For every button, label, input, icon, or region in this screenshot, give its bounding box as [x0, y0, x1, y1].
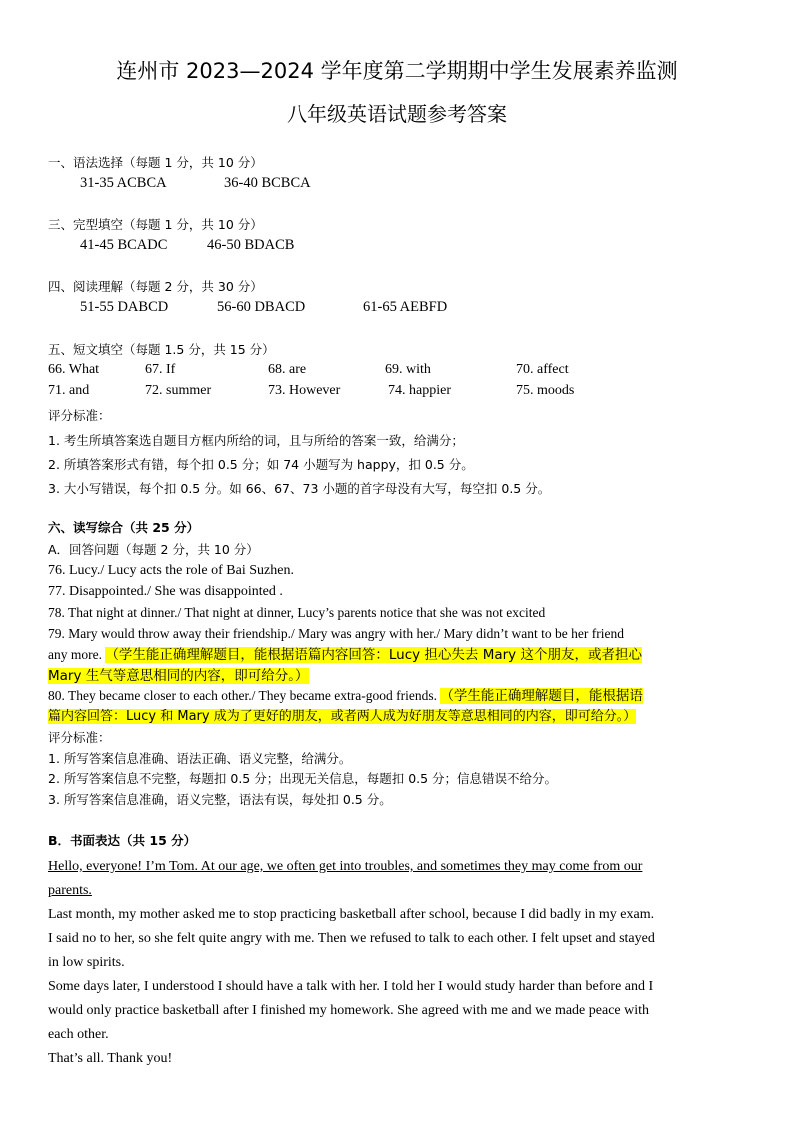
answer-70: 70. affect — [516, 362, 569, 377]
answer-46-50: 46-50 BDACB — [207, 237, 295, 253]
answer-71: 71. and — [48, 383, 90, 398]
writing-line-9: That’s all. Thank you! — [48, 1051, 173, 1066]
section-5-heading: 五、短文填空（每题 1.5 分，共 15 分） — [48, 342, 275, 357]
answer-79-tail: any more. — [48, 647, 106, 662]
section-3-heading: 三、完型填空（每题 1 分，共 10 分） — [48, 217, 263, 232]
answer-36-40: 36-40 BCBCA — [224, 175, 311, 191]
part-a-criterion-3: 3. 所写答案信息准确，语义完整，语法有误，每处扣 0.5 分。 — [48, 792, 392, 807]
section-5-criterion-1: 1. 考生所填答案选自题目方框内所给的词，且与所给的答案一致，给满分； — [48, 433, 464, 448]
answer-79-note: （学生能正确理解题目，能根据语篇内容回答：Lucy 担心失去 Mary 这个朋友，或者担心 — [105, 647, 642, 663]
part-b-heading: B．书面表达（共 15 分） — [48, 833, 197, 848]
answer-80-line-1 — [48, 686, 643, 706]
answer-41-45: 41-45 BCADC — [80, 237, 168, 253]
answer-80-text: 80. They became closer to each other./ They became extra-good friends. — [48, 688, 441, 703]
section-1-heading: 一、语法选择（每题 1 分，共 10 分） — [48, 155, 263, 170]
answer-79-line-1: 79. Mary would throw away their friendship./ Mary was angry with her./ Mary didn’t want to be her friend — [48, 626, 624, 641]
answer-80-line-2 — [48, 707, 636, 727]
section-6-heading: 六、读写综合（共 25 分） — [48, 520, 200, 535]
writing-line-4: I said no to her, so she felt quite angry with me. Then we refused to talk to each other. I felt upset and stayed — [48, 931, 655, 946]
writing-line-2: parents. — [48, 883, 92, 898]
answer-66: 66. What — [48, 362, 100, 377]
part-a-heading: A．回答问题（每题 2 分，共 10 分） — [48, 542, 259, 557]
answer-68: 68. are — [268, 362, 307, 377]
answer-74: 74. happier — [388, 383, 451, 398]
answer-72: 72. summer — [145, 383, 212, 398]
answer-75: 75. moods — [516, 383, 575, 398]
answer-56-60: 56-60 DBACD — [217, 299, 306, 315]
writing-line-5: in low spirits. — [48, 955, 125, 970]
answer-77: 77. Disappointed./ She was disappointed . — [48, 584, 283, 599]
writing-line-3: Last month, my mother asked me to stop practicing basketball after school, because I did badly in my exam. — [48, 907, 655, 922]
section-5-criteria-title: 评分标准： — [48, 408, 111, 423]
answer-80-note-cont: 篇内容回答：Lucy 和 Mary 成为了更好的朋友，或者两人成为好朋友等意思相同的内容，即可给分。） — [48, 709, 637, 724]
page-subtitle: 八年级英语试题参考答案 — [287, 102, 507, 126]
part-a-criterion-2: 2. 所写答案信息不完整，每题扣 0.5 分；出现无关信息，每题扣 0.5 分；信息错误不给分。 — [48, 771, 558, 786]
answer-51-55: 51-55 DABCD — [80, 299, 169, 315]
writing-sample — [48, 855, 748, 1071]
writing-line-6: Some days later, I understood I should have a talk with her. I told her I would study harder than before and I — [48, 979, 654, 994]
section-4-heading: 四、阅读理解（每题 2 分，共 30 分） — [48, 279, 263, 294]
writing-line-8: each other. — [48, 1027, 109, 1042]
answer-78: 78. That night at dinner./ That night at dinner, Lucy’s parents notice that she was not excited — [48, 605, 546, 620]
answer-61-65: 61-65 AEBFD — [363, 299, 448, 315]
answer-79-line-3 — [48, 666, 309, 687]
writing-line-7: would only practice basketball after I finished my homework. She agreed with me and we made peace with — [48, 1003, 650, 1018]
answer-76: 76. Lucy./ Lucy acts the role of Bai Suzhen. — [48, 563, 294, 578]
answer-73: 73. However — [268, 383, 341, 398]
answer-67: 67. If — [145, 362, 176, 377]
part-a-criterion-1: 1. 所写答案信息准确、语法正确、语义完整，给满分。 — [48, 751, 352, 766]
page-title: 连州市 2023—2024 学年度第二学期期中学生发展素养监测 — [116, 59, 678, 83]
answer-80-note: （学生能正确理解题目，能根据语 — [440, 688, 643, 704]
answer-69: 69. with — [385, 362, 431, 377]
section-5-criterion-2: 2. 所填答案形式有错，每个扣 0.5 分；如 74 小题写为 happy，扣 0.5 分。 — [48, 457, 474, 472]
part-a-criteria-title: 评分标准： — [48, 730, 111, 745]
answer-31-35: 31-35 ACBCA — [80, 175, 167, 191]
section-5-criterion-3: 3. 大小写错误，每个扣 0.5 分。如 66、67、73 小题的首字母没有大写，每空扣 0.5 分。 — [48, 481, 551, 496]
answer-79-note-cont: Mary 生气等意思相同的内容，即可给分。） — [48, 668, 309, 684]
writing-line-1: Hello, everyone! I’m Tom. At our age, we often get into troubles, and sometimes they may come from our — [48, 859, 643, 874]
answer-79-line-2 — [48, 645, 642, 665]
